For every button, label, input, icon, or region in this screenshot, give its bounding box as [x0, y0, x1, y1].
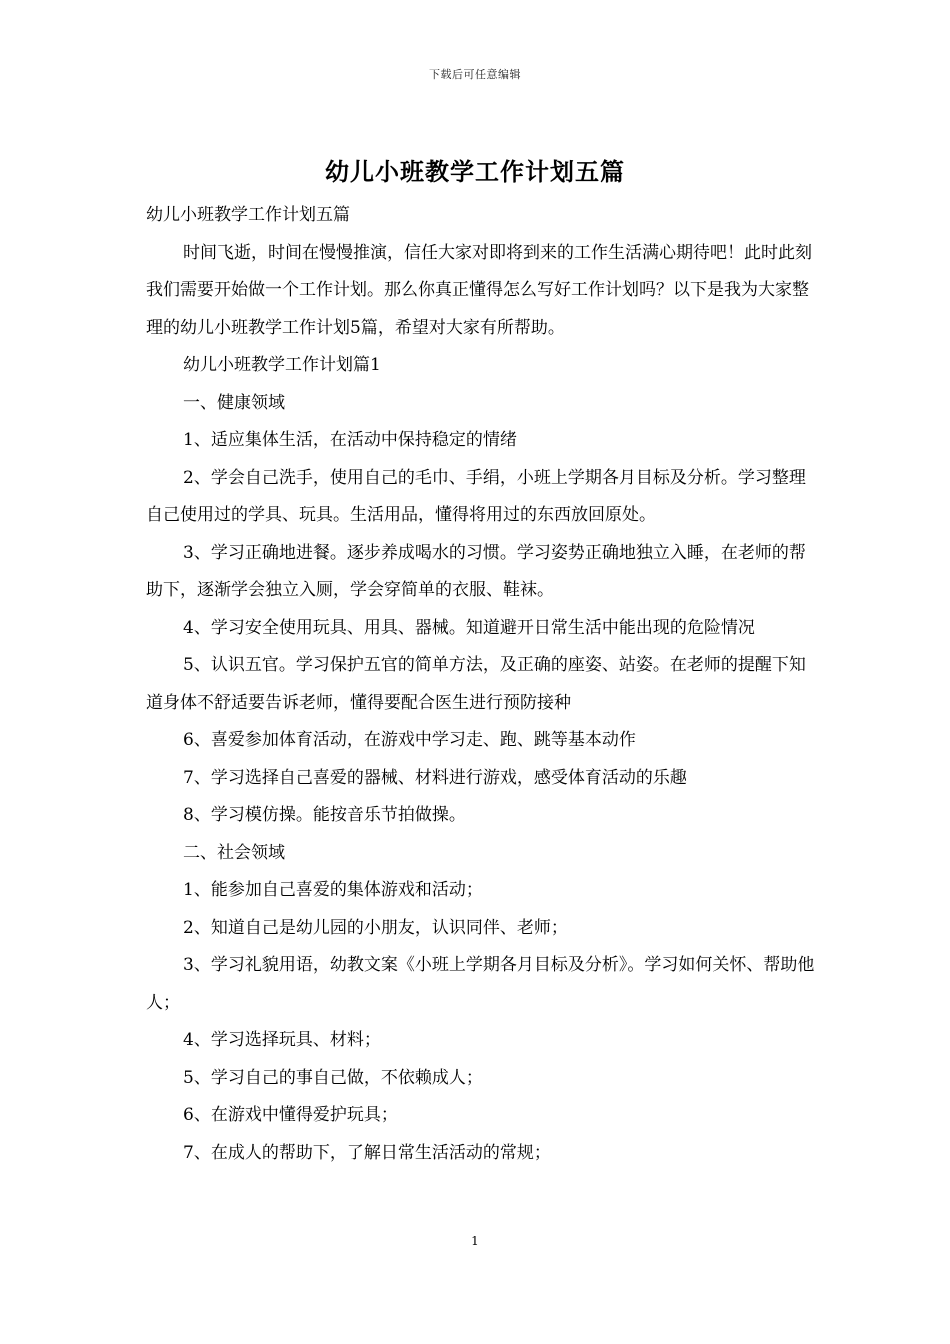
health-item: 7、学习选择自己喜爱的器械、材料进行游戏，感受体育活动的乐趣 — [183, 767, 687, 788]
section-heading: 幼儿小班教学工作计划篇1 — [183, 355, 381, 375]
social-item: 3、学习礼貌用语，幼教文案《小班上学期各月目标及分析》。学习如何关怀、帮助他人； — [146, 955, 815, 1013]
social-item: 5、学习自己的事自己做，不依赖成人； — [183, 1067, 483, 1088]
health-item: 6、喜爱参加体育活动，在游戏中学习走、跑、跳等基本动作 — [183, 730, 636, 750]
social-item: 6、在游戏中懂得爱护玩具； — [183, 1105, 398, 1125]
document-body — [146, 197, 818, 1172]
social-item: 4、学习选择玩具、材料； — [183, 1030, 381, 1050]
health-item: 8、学习模仿操。能按音乐节拍做操。 — [183, 805, 466, 825]
document-title: 幼儿小班教学工作计划五篇 — [325, 157, 625, 186]
social-item: 1、能参加自己喜爱的集体游戏和活动； — [183, 880, 483, 900]
intro-paragraph: 时间飞逝，时间在慢慢推演，信任大家对即将到来的工作生活满心期待吧！此时此刻我们需要开始做一个工作计划。那么你真正懂得怎么写好工作计划吗？以下是我为大家整理的幼儿小班教学工作计划5篇，希望对大家有所帮助。 — [146, 242, 812, 338]
header-note: 下载后可任意编辑 — [429, 68, 521, 81]
social-heading: 二、社会领域 — [183, 842, 285, 863]
health-item: 4、学习安全使用玩具、用具、器械。知道避开日常生活中能出现的危险情况 — [183, 617, 755, 638]
page-number: 1 — [471, 1234, 479, 1248]
health-item: 1、适应集体生活，在活动中保持稳定的情绪 — [183, 430, 517, 450]
social-item: 7、在成人的帮助下，了解日常生活活动的常规； — [183, 1142, 551, 1163]
health-item: 2、学会自己洗手，使用自己的毛巾、手绢，小班上学期各月目标及分析。学习整理自己使用过的学具、玩具。生活用品，懂得将用过的东西放回原处。 — [146, 467, 806, 525]
subtitle: 幼儿小班教学工作计划五篇 — [146, 205, 350, 225]
health-item: 5、认识五官。学习保护五官的简单方法，及正确的座姿、站姿。在老师的提醒下知道身体不舒适要告诉老师，懂得要配合医生进行预防接种 — [146, 655, 806, 713]
health-heading: 一、健康领域 — [183, 392, 285, 413]
health-item: 3、学习正确地进餐。逐步养成喝水的习惯。学习姿势正确地独立入睡，在老师的帮助下，逐渐学会独立入厕，学会穿简单的衣服、鞋袜。 — [146, 542, 806, 600]
social-item: 2、知道自己是幼儿园的小朋友，认识同伴、老师； — [183, 917, 568, 938]
